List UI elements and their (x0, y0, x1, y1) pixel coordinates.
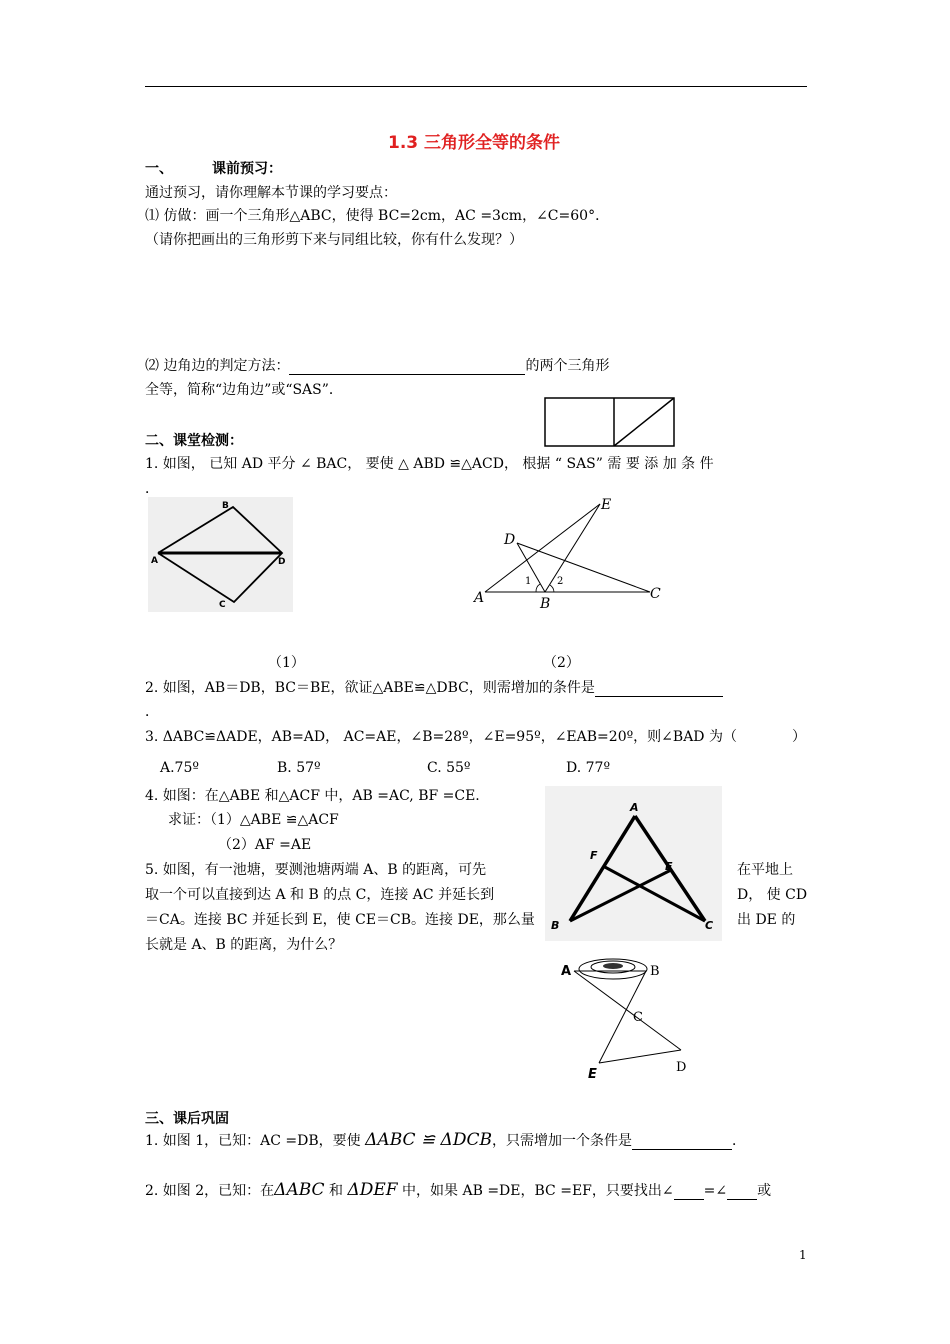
s3q2-and: 和 (329, 1183, 343, 1199)
answer-box-figure (544, 397, 676, 447)
fig2-label-d: D (504, 532, 516, 548)
section1-number: 一、 (145, 161, 173, 177)
section2-q5-line1-right: 在平地上 (737, 862, 793, 878)
fig2-label-b: B (540, 596, 551, 612)
section2-q5-line1: 5. 如图，有一池塘，要测池塘两端 A、B 的距离，可先 (145, 862, 487, 878)
fig5-label-b: B (650, 964, 660, 979)
fig4-label-f: F (590, 849, 598, 862)
fig4-label-c: C (705, 919, 714, 932)
section2-q2 (145, 677, 723, 697)
q3-option-a[interactable]: A.75º (160, 760, 199, 776)
item2-blank[interactable] (289, 360, 525, 375)
fig4-label-b: B (551, 919, 560, 932)
fig5-label-c: C (633, 1010, 643, 1025)
fig4-label-e: E (665, 860, 673, 873)
s3q1-prefix: 1. 如图 1，已知：AC =DB，要使 (145, 1133, 361, 1149)
fig2-caption: （2） (543, 655, 580, 671)
section2-q5-line2-right: D， 使 CD (737, 887, 808, 903)
section3-q2 (145, 1180, 771, 1200)
s3q2-suffix: 中，如果 AB =DE，BC =EF，只要找出∠ (402, 1183, 674, 1199)
page-number: 1 (799, 1248, 807, 1262)
fig5-label-d: D (676, 1060, 687, 1075)
section3-heading: 三、课后巩固 (145, 1111, 229, 1127)
fig1-caption: （1） (268, 655, 305, 671)
q3-option-c[interactable]: C. 55º (427, 760, 471, 776)
fig5-label-e: E (588, 1067, 597, 1082)
s3q2-math1: ΔABC (274, 1180, 325, 1200)
q2-text: 2. 如图，AB＝DB，BC＝BE，欲证△ABE≌△DBC，则需增加的条件是 (145, 680, 595, 696)
fig4-label-a: A (630, 801, 639, 814)
fig2-label-c: C (650, 586, 661, 602)
figure-1 (148, 497, 293, 612)
q3-option-b[interactable]: B. 57º (277, 760, 321, 776)
figure-2 (470, 494, 670, 612)
s3q1-blank[interactable] (632, 1135, 732, 1150)
section2-heading: 二、课堂检测： (145, 433, 243, 449)
section2-q5-line2: 取一个可以直接到达 A 和 B 的点 C，连接 AC 并延长到 (145, 887, 495, 903)
s3q2-blank1[interactable] (674, 1185, 704, 1200)
section1-item2 (145, 355, 609, 375)
fig1-label-b: B (222, 501, 229, 511)
fig2-label-a: A (474, 590, 485, 606)
q3-option-d[interactable]: D. 77º (566, 760, 611, 776)
s3q2-prefix: 2. 如图 2，已知：在 (145, 1183, 275, 1199)
figure-5 (556, 953, 706, 1083)
section1-heading: 课前预习： (212, 161, 282, 177)
section2-q1-tail: ． (145, 481, 159, 497)
section2-q1: 1. 如图， 已知 AD 平分 ∠ BAC， 要使 △ ABD ≌△ACD， 根据 “ SAS” 需 要 添 加 条 件 (145, 456, 714, 472)
fig1-label-c: C (219, 600, 226, 610)
section1-item2-line2: 全等，简称“边角边”或“SAS”． (145, 382, 343, 398)
q2-blank[interactable] (595, 682, 723, 697)
figure-4 (545, 786, 722, 941)
header-rule (145, 86, 807, 87)
item2-prefix: ⑵ 边角边的判定方法： (145, 358, 290, 374)
section1-intro: 通过预习，请你理解本节课的学习要点： (145, 185, 397, 201)
section2-q4: 4. 如图：在△ABE 和△ACF 中，AB =AC, BF =CE. (145, 788, 480, 804)
fig2-label-e: E (601, 497, 612, 513)
section2-q5-line3-right: 出 DE 的 (737, 912, 796, 928)
fig2-angle-1: 1 (525, 576, 532, 587)
s3q2-blank2[interactable] (727, 1185, 757, 1200)
s3q2-math2: ΔDEF (347, 1180, 398, 1200)
fig1-label-a: A (151, 556, 158, 566)
section2-q4-prove: 求证：（1）△ABE ≌△ACF (168, 812, 339, 828)
section3-q1 (145, 1130, 746, 1150)
item2-suffix: 的两个三角形 (525, 358, 610, 374)
fig5-label-a: A (561, 964, 572, 979)
section1-item1-note: （请你把画出的三角形剪下来与同组比较，你有什么发现？） (145, 232, 523, 248)
section1-item1: ⑴ 仿做：画一个三角形△ABC，使得 BC=2cm，AC =3cm，∠C=60°． (145, 208, 610, 224)
section2-q3-close: ） (792, 729, 806, 745)
section2-q5-line3: ＝CA。连接 BC 并延长到 E，使 CE＝CB。连接 DE，那么量 (145, 912, 535, 928)
section2-q4-prove2: （2）AF =AE (218, 837, 312, 853)
section2-q3: 3. ΔABC≌ΔADE，AB=AD， AC=AE，∠B=28º，∠E=95º，∠EAB=20º，则∠BAD 为（ (145, 729, 737, 745)
s3q1-tail: ． (731, 1133, 746, 1149)
fig2-angle-2: 2 (557, 576, 564, 587)
s3q1-suffix: ，只需增加一个条件是 (491, 1133, 632, 1149)
s3q2-eq: =∠ (703, 1183, 728, 1199)
page-title: 1.3 三角形全等的条件 (388, 133, 561, 153)
s3q1-math: ΔABC ≌ ΔDCB (365, 1130, 492, 1150)
section2-q2-tail: ． (145, 704, 159, 720)
section2-q5-line4: 长就是 A、B 的距离，为什么？ (145, 937, 343, 953)
s3q2-or: 或 (757, 1183, 772, 1199)
fig1-label-d: D (278, 557, 286, 567)
